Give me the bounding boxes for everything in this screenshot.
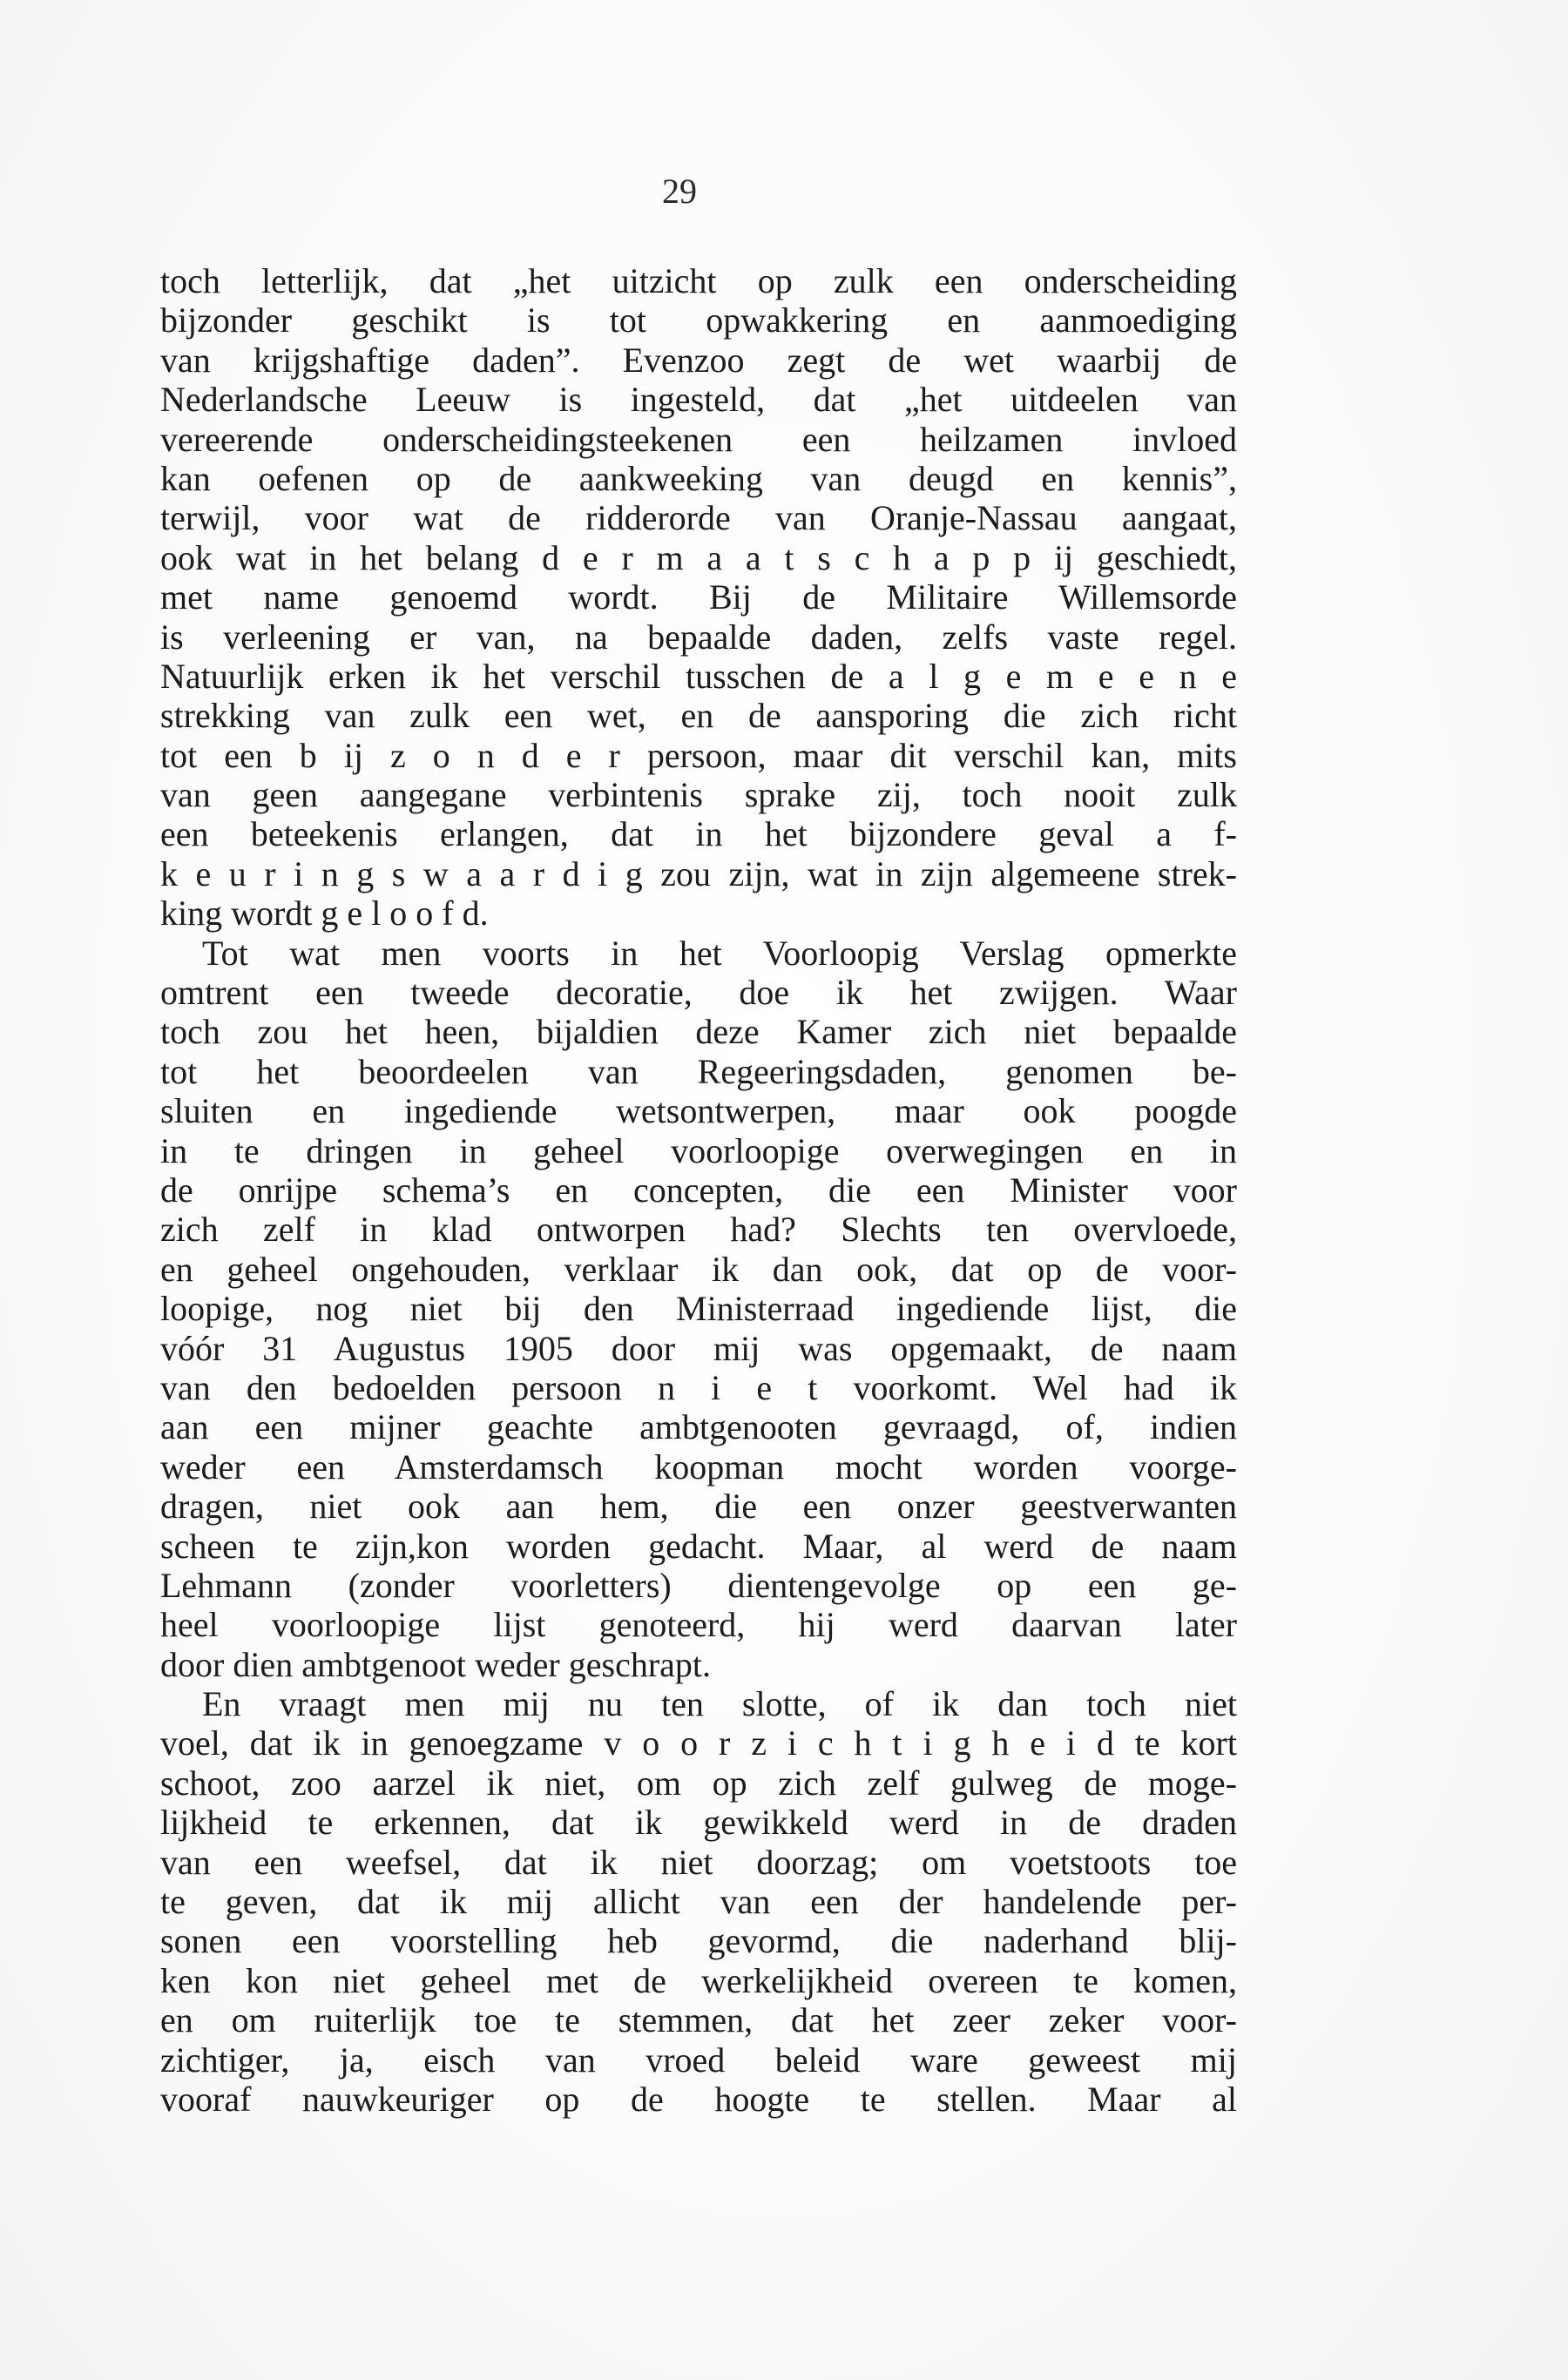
text-line: en om ruiterlijk toe te stemmen, dat het zeer zeker voor- [160, 2000, 1237, 2040]
text-line: vereerende onderscheidingsteekenen een heilzamen invloed [160, 419, 1237, 459]
text-line: kan oefenen op de aankweeking van deugd en kennis”, [160, 458, 1237, 498]
text-line: van een weefsel, dat ik niet doorzag; om voetstoots toe [160, 1842, 1237, 1882]
text-line: schoot, zoo aarzel ik niet, om op zich zelf gulweg de moge- [160, 1763, 1237, 1803]
text-line: Lehmann (zonder voorletters) dientengevolge op een ge- [160, 1565, 1237, 1605]
body-text [160, 261, 1237, 2119]
text-line: terwijl, voor wat de ridderorde van Oranje-Nassau aangaat, [160, 498, 1237, 538]
text-line-paragraph-end: king wordt g e l o o f d. [160, 893, 489, 934]
text-line: bijzonder geschikt is tot opwakkering en aanmoediging [160, 300, 1237, 340]
text-line: aan een mijner geachte ambtgenooten gevraagd, of, indien [160, 1407, 1237, 1447]
text-line-paragraph-start: Tot wat men voorts in het Voorloopig Verslag opmerkte [202, 933, 1237, 973]
text-line: van krijgshaftige daden”. Evenzoo zegt de wet waarbij de [160, 340, 1237, 380]
text-line: een beteekenis erlangen, dat in het bijzondere geval a f- [160, 814, 1237, 854]
text-line: is verleening er van, na bepaalde daden, zelfs vaste regel. [160, 617, 1237, 657]
text-line: van geen aangegane verbintenis sprake zij, toch nooit zulk [160, 775, 1237, 815]
text-line: heel voorloopige lijst genoteerd, hij werd daarvan later [160, 1605, 1237, 1645]
text-line: ken kon niet geheel met de werkelijkheid overeen te komen, [160, 1960, 1237, 2000]
text-line: strekking van zulk een wet, en de aansporing die zich richt [160, 696, 1237, 736]
text-line: zichtiger, ja, eisch van vroed beleid ware geweest mij [160, 2040, 1237, 2080]
text-line: toch letterlijk, dat „het uitzicht op zulk een onderscheiding [160, 261, 1237, 300]
text-line: weder een Amsterdamsch koopman mocht worden voorge- [160, 1446, 1237, 1487]
text-line: voel, dat ik in genoegzame v o o r z i c h t i g h e i d te kort [160, 1723, 1237, 1763]
text-line: in te dringen in geheel voorloopige overwegingen en in [160, 1130, 1237, 1170]
text-line: scheen te zijn,kon worden gedacht. Maar, al werd de naam [160, 1526, 1237, 1566]
page-number: 29 [662, 172, 697, 211]
text-line: ook wat in het belang d e r m a a t s c h a p p ij geschiedt, [160, 537, 1237, 577]
text-line: sonen een voorstelling heb gevormd, die naderhand blij- [160, 1921, 1237, 1961]
text-line: met name genoemd wordt. Bij de Militaire Willemsorde [160, 577, 1237, 617]
text-line: omtrent een tweede decoratie, doe ik het zwijgen. Waar [160, 973, 1237, 1013]
text-line-paragraph-end: door dien ambtgenoot weder geschrapt. [160, 1644, 712, 1684]
text-line: tot het beoordeelen van Regeeringsdaden, genomen be- [160, 1051, 1237, 1091]
text-line: toch zou het heen, bijaldien deze Kamer zich niet bepaalde [160, 1012, 1237, 1052]
text-line: k e u r i n g s w a a r d i g zou zijn, wat in zijn algemeene strek- [160, 853, 1237, 893]
text-line: vóór 31 Augustus 1905 door mij was opgemaakt, de naam [160, 1328, 1237, 1368]
text-line: vooraf nauwkeuriger op de hoogte te stellen. Maar al [160, 2079, 1237, 2119]
text-line: zich zelf in klad ontworpen had? Slechts ten overvloede, [160, 1210, 1237, 1250]
text-line: sluiten en ingediende wetsontwerpen, maar ook poogde [160, 1091, 1237, 1131]
text-line: en geheel ongehouden, verklaar ik dan ook, dat op de voor- [160, 1249, 1237, 1289]
text-line: van den bedoelden persoon n i e t voorkomt. Wel had ik [160, 1367, 1237, 1407]
text-line: tot een b ij z o n d e r persoon, maar dit verschil kan, mits [160, 735, 1237, 775]
text-line: loopige, nog niet bij den Ministerraad ingediende lijst, die [160, 1289, 1237, 1329]
text-line: Nederlandsche Leeuw is ingesteld, dat „het uitdeelen van [160, 380, 1237, 420]
text-line: te geven, dat ik mij allicht van een der handelende per- [160, 1882, 1237, 1922]
text-line: Natuurlijk erken ik het verschil tusschen de a l g e m e e n e [160, 656, 1237, 696]
text-line: de onrijpe schema’s en concepten, die een Minister voor [160, 1170, 1237, 1210]
text-line: lijkheid te erkennen, dat ik gewikkeld werd in de draden [160, 1803, 1237, 1843]
text-line-paragraph-start: En vraagt men mij nu ten slotte, of ik dan toch niet [202, 1684, 1237, 1724]
text-line: dragen, niet ook aan hem, die een onzer geestverwanten [160, 1487, 1237, 1527]
